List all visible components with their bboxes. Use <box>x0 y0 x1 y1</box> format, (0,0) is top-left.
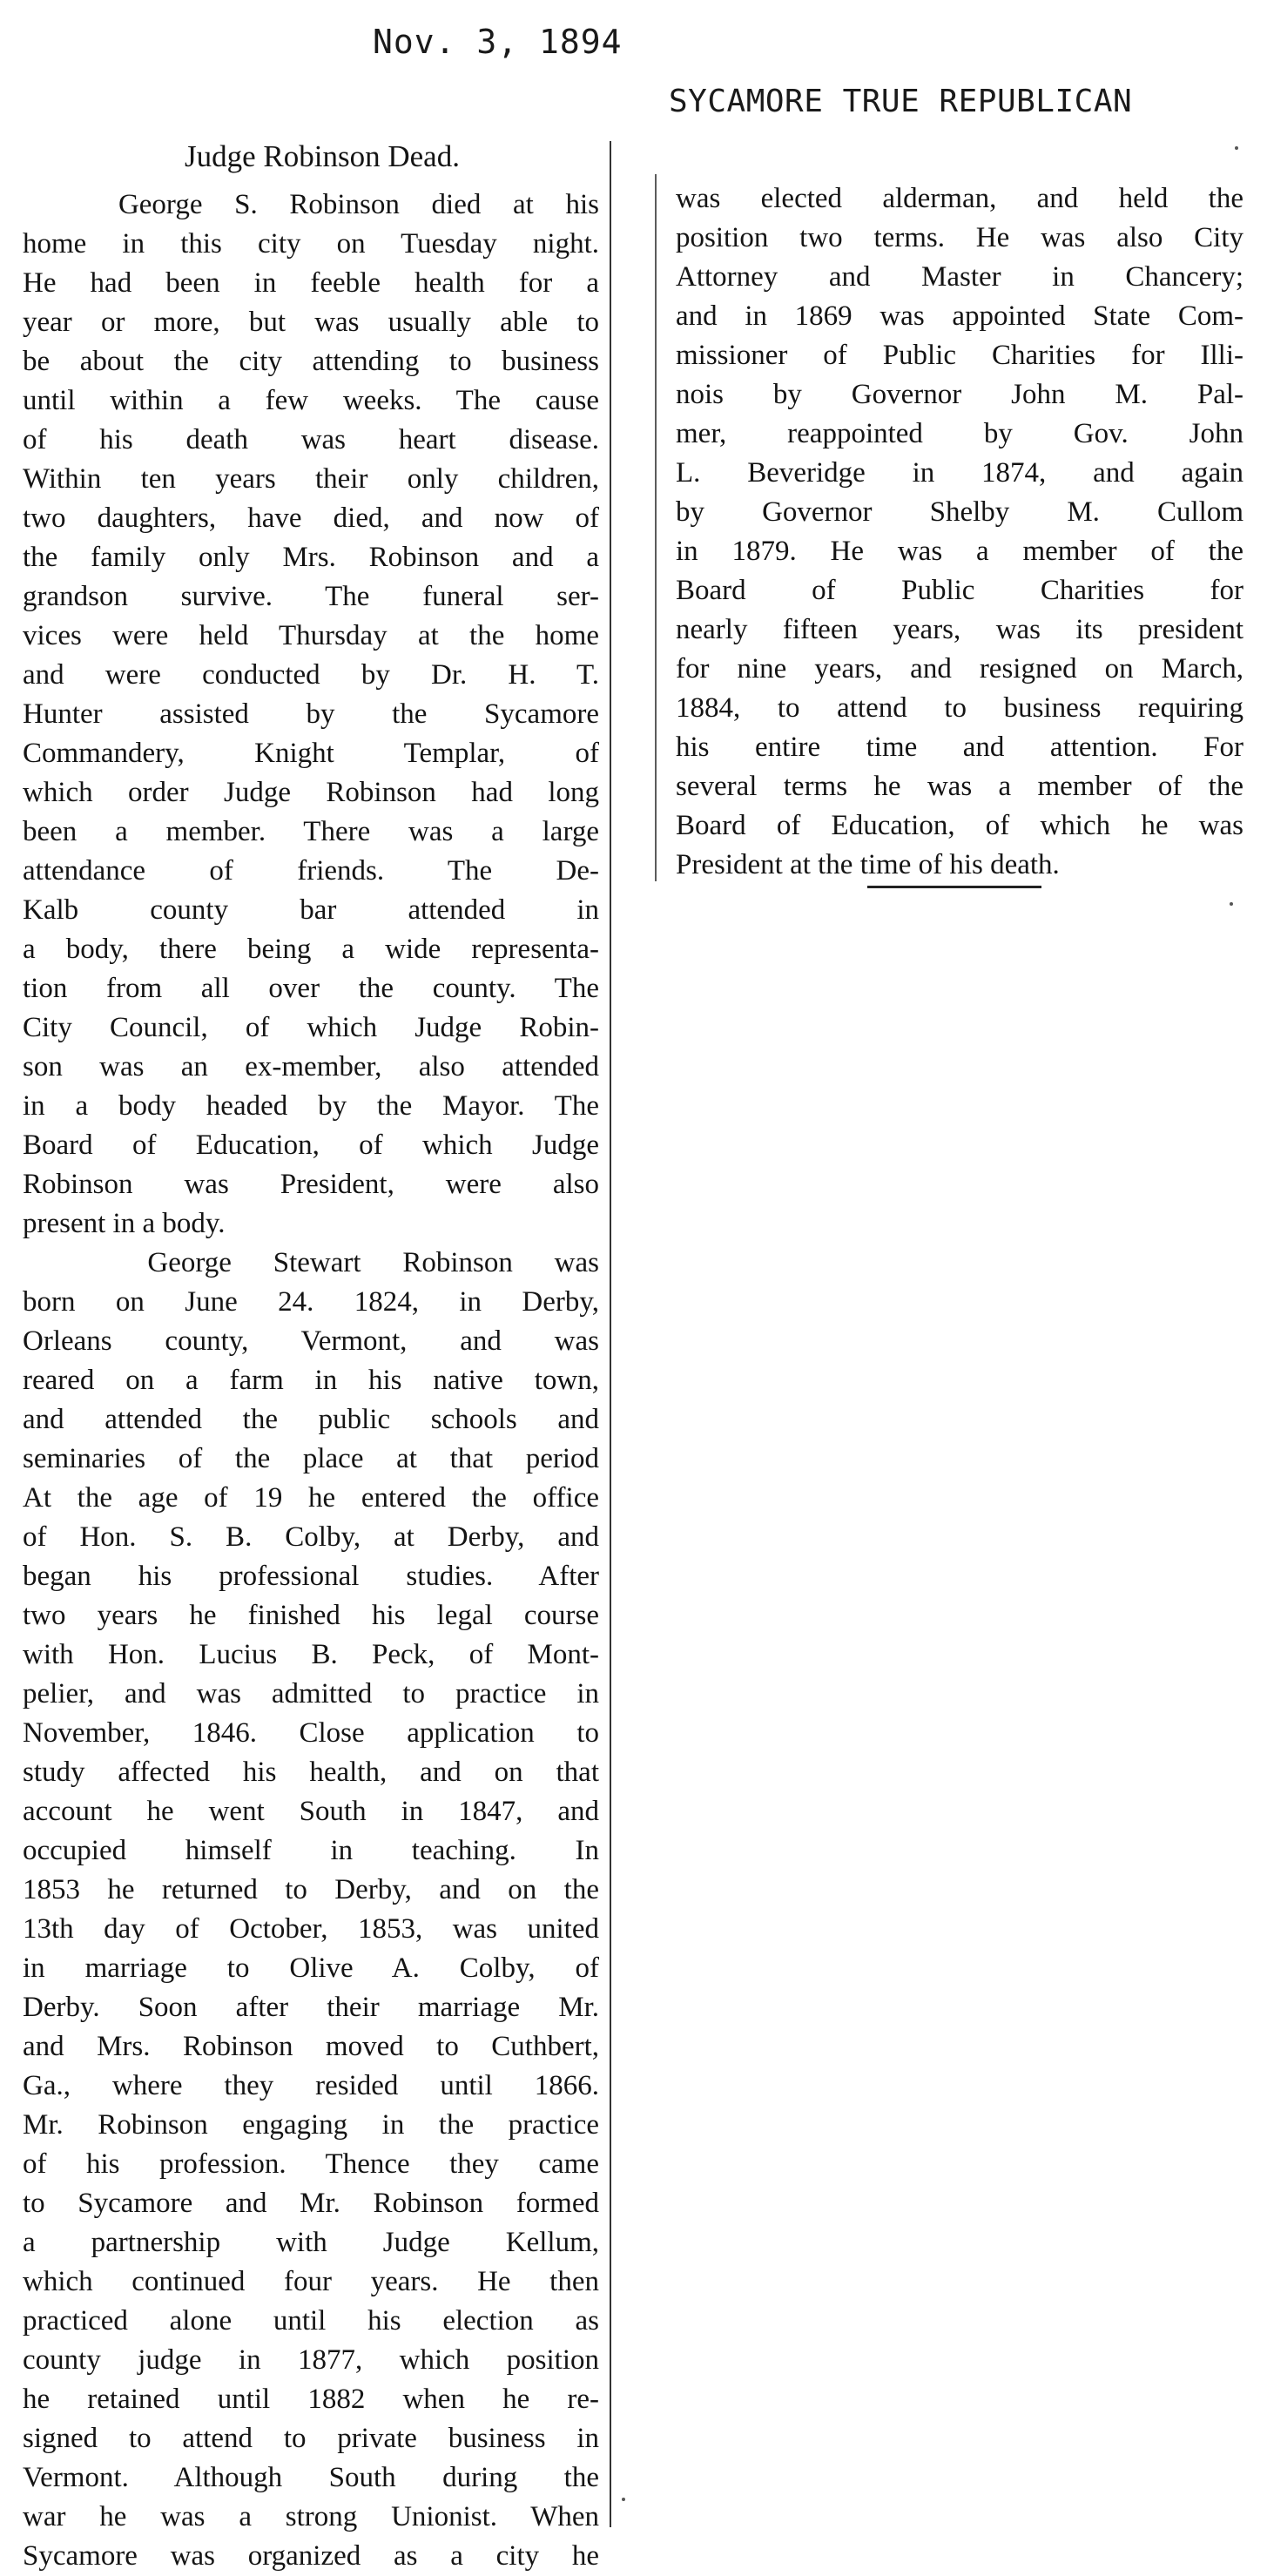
article-line: Robinson was President, were also <box>23 1169 599 1200</box>
article-line: for nine years, and resigned on March, <box>676 653 1243 684</box>
article-line: which order Judge Robinson had long <box>23 777 599 808</box>
article-line: He had been in feeble health for a <box>23 267 599 299</box>
article-line: present in a body. <box>23 1208 226 1239</box>
clipping-date: Nov. 3, 1894 <box>373 23 623 61</box>
article-line: November, 1846. Close application to <box>23 1717 599 1749</box>
article-line: and attended the public schools and <box>23 1404 599 1435</box>
article-line: his entire time and attention. For <box>676 732 1243 763</box>
article-line: account he went South in 1847, and <box>23 1796 599 1827</box>
article-line: seminaries of the place at that period <box>23 1443 599 1474</box>
article-line: President at the time of his death. <box>676 849 1060 880</box>
article-line: 1853 he returned to Derby, and on the <box>23 1874 599 1905</box>
article-column-left <box>23 185 599 2576</box>
article-line: home in this city on Tuesday night. <box>23 228 599 260</box>
article-line: position two terms. He was also City <box>676 222 1243 253</box>
column-divider <box>610 141 611 2527</box>
article-line: began his professional studies. After <box>23 1561 599 1592</box>
article-line: until within a few weeks. The cause <box>23 385 599 416</box>
article-line: signed to attend to private business in <box>23 2423 599 2454</box>
article-line: Within ten years their only children, <box>23 463 599 495</box>
article-line: county judge in 1877, which position <box>23 2344 599 2376</box>
article-line: Ga., where they resided until 1866. <box>23 2070 599 2101</box>
print-speck <box>1235 146 1238 150</box>
article-line: the family only Mrs. Robinson and a <box>23 542 599 573</box>
article-line: he retained until 1882 when he re- <box>23 2384 599 2415</box>
article-line: in 1879. He was a member of the <box>676 536 1243 567</box>
article-column-right <box>676 179 1243 885</box>
article-line: which continued four years. He then <box>23 2266 599 2297</box>
article-line: to Sycamore and Mr. Robinson formed <box>23 2188 599 2219</box>
article-line: Sycamore was organized as a city he <box>23 2540 599 2572</box>
article-line: L. Beveridge in 1874, and again <box>676 457 1243 489</box>
article-line: born on June 24. 1824, in Derby, <box>23 1286 599 1318</box>
article-line: Board of Public Charities for <box>676 575 1243 606</box>
article-line: study affected his health, and on that <box>23 1757 599 1788</box>
article-line: year or more, but was usually able to <box>23 307 599 338</box>
article-line: Mr. Robinson engaging in the practice <box>23 2109 599 2141</box>
article-line: missioner of Public Charities for Illi- <box>676 340 1243 371</box>
print-speck <box>1230 902 1233 906</box>
article-line: by Governor Shelby M. Cullom <box>676 496 1243 528</box>
article-line: and in 1869 was appointed State Com- <box>676 300 1243 332</box>
article-line: pelier, and was admitted to practice in <box>23 1678 599 1709</box>
article-line: war he was a strong Unionist. When <box>23 2501 599 2532</box>
article-line: with Hon. Lucius B. Peck, of Mont- <box>23 1639 599 1670</box>
article-line: Vermont. Although South during the <box>23 2462 599 2493</box>
article-line: grandson survive. The funeral ser- <box>23 581 599 612</box>
article-line: was elected alderman, and held the <box>676 183 1243 214</box>
article-headline: Judge Robinson Dead. <box>185 139 460 173</box>
article-line: attendance of friends. The De- <box>23 855 599 887</box>
article-line: George S. Robinson died at his <box>23 189 599 220</box>
article-line: Orleans county, Vermont, and was <box>23 1325 599 1357</box>
article-line: Hunter assisted by the Sycamore <box>23 698 599 730</box>
article-line: several terms he was a member of the <box>676 771 1243 802</box>
article-line: Derby. Soon after their marriage Mr. <box>23 1992 599 2023</box>
article-line: be about the city attending to business <box>23 346 599 377</box>
article-line: City Council, of which Judge Robin- <box>23 1012 599 1043</box>
article-line: reared on a farm in his native town, <box>23 1365 599 1396</box>
print-speck <box>622 2498 625 2501</box>
article-line: nearly fifteen years, was its president <box>676 614 1243 645</box>
article-line: been a member. There was a large <box>23 816 599 847</box>
article-line: Commandery, Knight Templar, of <box>23 738 599 769</box>
article-line: son was an ex-member, also attended <box>23 1051 599 1082</box>
article-line: and Mrs. Robinson moved to Cuthbert, <box>23 2031 599 2062</box>
article-line: in a body headed by the Mayor. The <box>23 1090 599 1122</box>
article-end-rule <box>867 886 1041 888</box>
article-line: At the age of 19 he entered the office <box>23 1482 599 1514</box>
article-line: 1884, to attend to business requiring <box>676 692 1243 724</box>
column-divider-secondary <box>655 174 657 881</box>
article-line: vices were held Thursday at the home <box>23 620 599 651</box>
article-line: Board of Education, of which he was <box>676 810 1243 841</box>
article-line: Board of Education, of which Judge <box>23 1130 599 1161</box>
article-line: practiced alone until his election as <box>23 2305 599 2337</box>
article-line: and were conducted by Dr. H. T. <box>23 659 599 691</box>
article-line: mer, reappointed by Gov. John <box>676 418 1243 449</box>
article-line: tion from all over the county. The <box>23 973 599 1004</box>
article-line: Attorney and Master in Chancery; <box>676 261 1243 293</box>
article-line: two daughters, have died, and now of <box>23 502 599 534</box>
newspaper-name: SYCAMORE TRUE REPUBLICAN <box>669 84 1133 119</box>
article-line: a body, there being a wide representa- <box>23 934 599 965</box>
article-line: of his profession. Thence they came <box>23 2148 599 2180</box>
article-line: 13th day of October, 1853, was united <box>23 1913 599 1945</box>
article-line: George Stewart Robinson was <box>23 1247 599 1278</box>
article-line: of Hon. S. B. Colby, at Derby, and <box>23 1521 599 1553</box>
article-line: of his death was heart disease. <box>23 424 599 455</box>
article-line: a partnership with Judge Kellum, <box>23 2227 599 2258</box>
article-line: nois by Governor John M. Pal- <box>676 379 1243 410</box>
article-line: in marriage to Olive A. Colby, of <box>23 1952 599 1984</box>
article-line: occupied himself in teaching. In <box>23 1835 599 1866</box>
article-line: Kalb county bar attended in <box>23 894 599 926</box>
article-line: two years he finished his legal course <box>23 1600 599 1631</box>
